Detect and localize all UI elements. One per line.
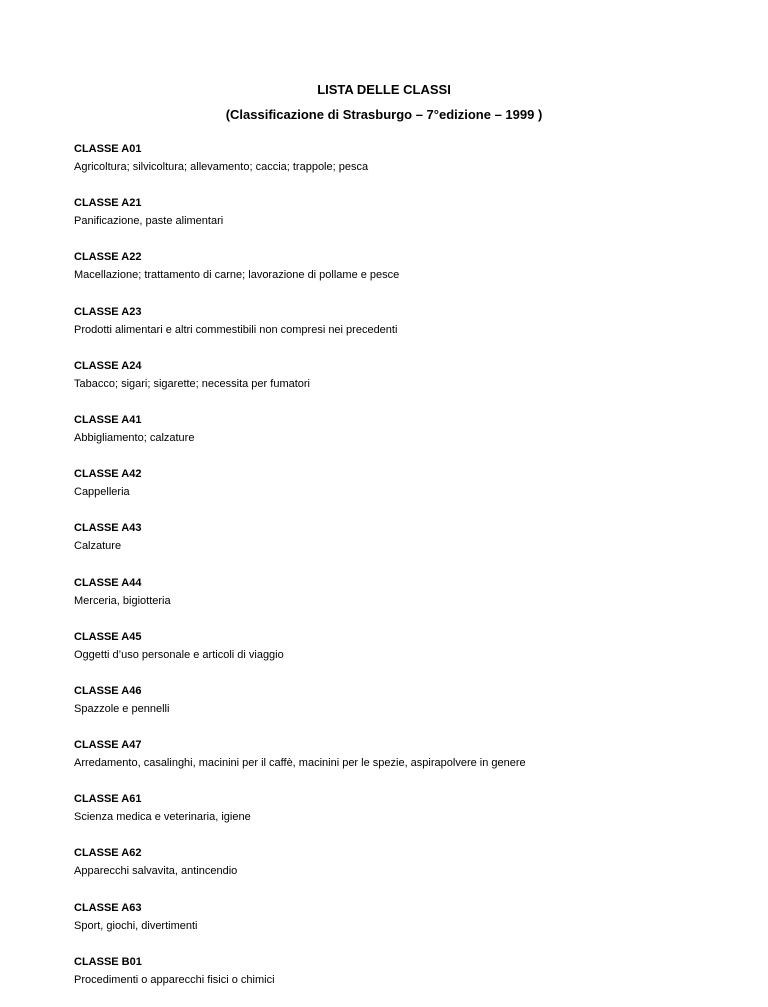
class-code: CLASSE A41 [74,413,142,426]
class-description: Cappelleria [74,486,130,499]
class-code: CLASSE A21 [74,197,142,210]
class-entry [74,411,714,465]
class-description: Apparecchi salvavita, antincendio [74,865,238,878]
document-subtitle: (Classificazione di Strasburgo – 7°edizione – 1999 ) [225,107,543,122]
class-description: Abbigliamento; calzature [74,431,195,444]
class-code: CLASSE A42 [74,468,142,481]
class-code: CLASSE A61 [74,793,142,806]
class-description: Macellazione; trattamento di carne; lavorazione di pollame e pesce [74,269,400,282]
class-entry [74,465,714,519]
class-entry [74,899,714,953]
class-entry [74,357,714,411]
class-code: CLASSE B01 [74,955,142,968]
class-description: Calzature [74,540,122,553]
class-entry [74,682,714,736]
class-code: CLASSE A43 [74,522,142,535]
class-code: CLASSE A44 [74,576,142,589]
class-entry [74,303,714,357]
class-entry [74,844,714,898]
class-entry [74,194,714,248]
class-description: Prodotti alimentari e altri commestibili non compresi nei precedenti [74,323,398,336]
class-description: Panificazione, paste alimentari [74,215,224,228]
class-description: Merceria, bigiotteria [74,594,171,607]
class-description: Oggetti d’uso personale e articoli di viaggio [74,648,284,661]
class-description: Procedimenti o apparecchi fisici o chimici [74,973,275,986]
class-entry [74,953,714,1007]
class-code: CLASSE A23 [74,305,142,318]
class-code: CLASSE A45 [74,630,142,643]
class-code: CLASSE A46 [74,684,142,697]
class-description: Agricoltura; silvicoltura; allevamento; caccia; trappole; pesca [74,161,369,173]
class-code: CLASSE A63 [74,901,142,914]
class-code: CLASSE A47 [74,739,142,752]
class-code: CLASSE A01 [74,143,142,155]
class-description: Sport, giochi, divertimenti [74,919,198,932]
class-description: Tabacco; sigari; sigarette; necessita per fumatori [74,377,311,390]
class-entry [74,519,714,573]
class-description: Spazzole e pennelli [74,702,170,715]
class-list [74,140,714,1007]
class-entry [74,574,714,628]
class-entry [74,140,714,194]
class-code: CLASSE A24 [74,359,142,372]
class-code: CLASSE A22 [74,251,142,264]
class-entry [74,736,714,790]
class-code: CLASSE A62 [74,847,142,860]
class-description: Arredamento, casalinghi, macinini per il caffè, macinini per le spezie, aspirapolvere in genere [74,757,526,770]
class-entry [74,628,714,682]
class-description: Scienza medica e veterinaria, igiene [74,811,251,824]
document-title: LISTA DELLE CLASSI [317,82,451,97]
class-entry [74,790,714,844]
class-entry [74,248,714,302]
